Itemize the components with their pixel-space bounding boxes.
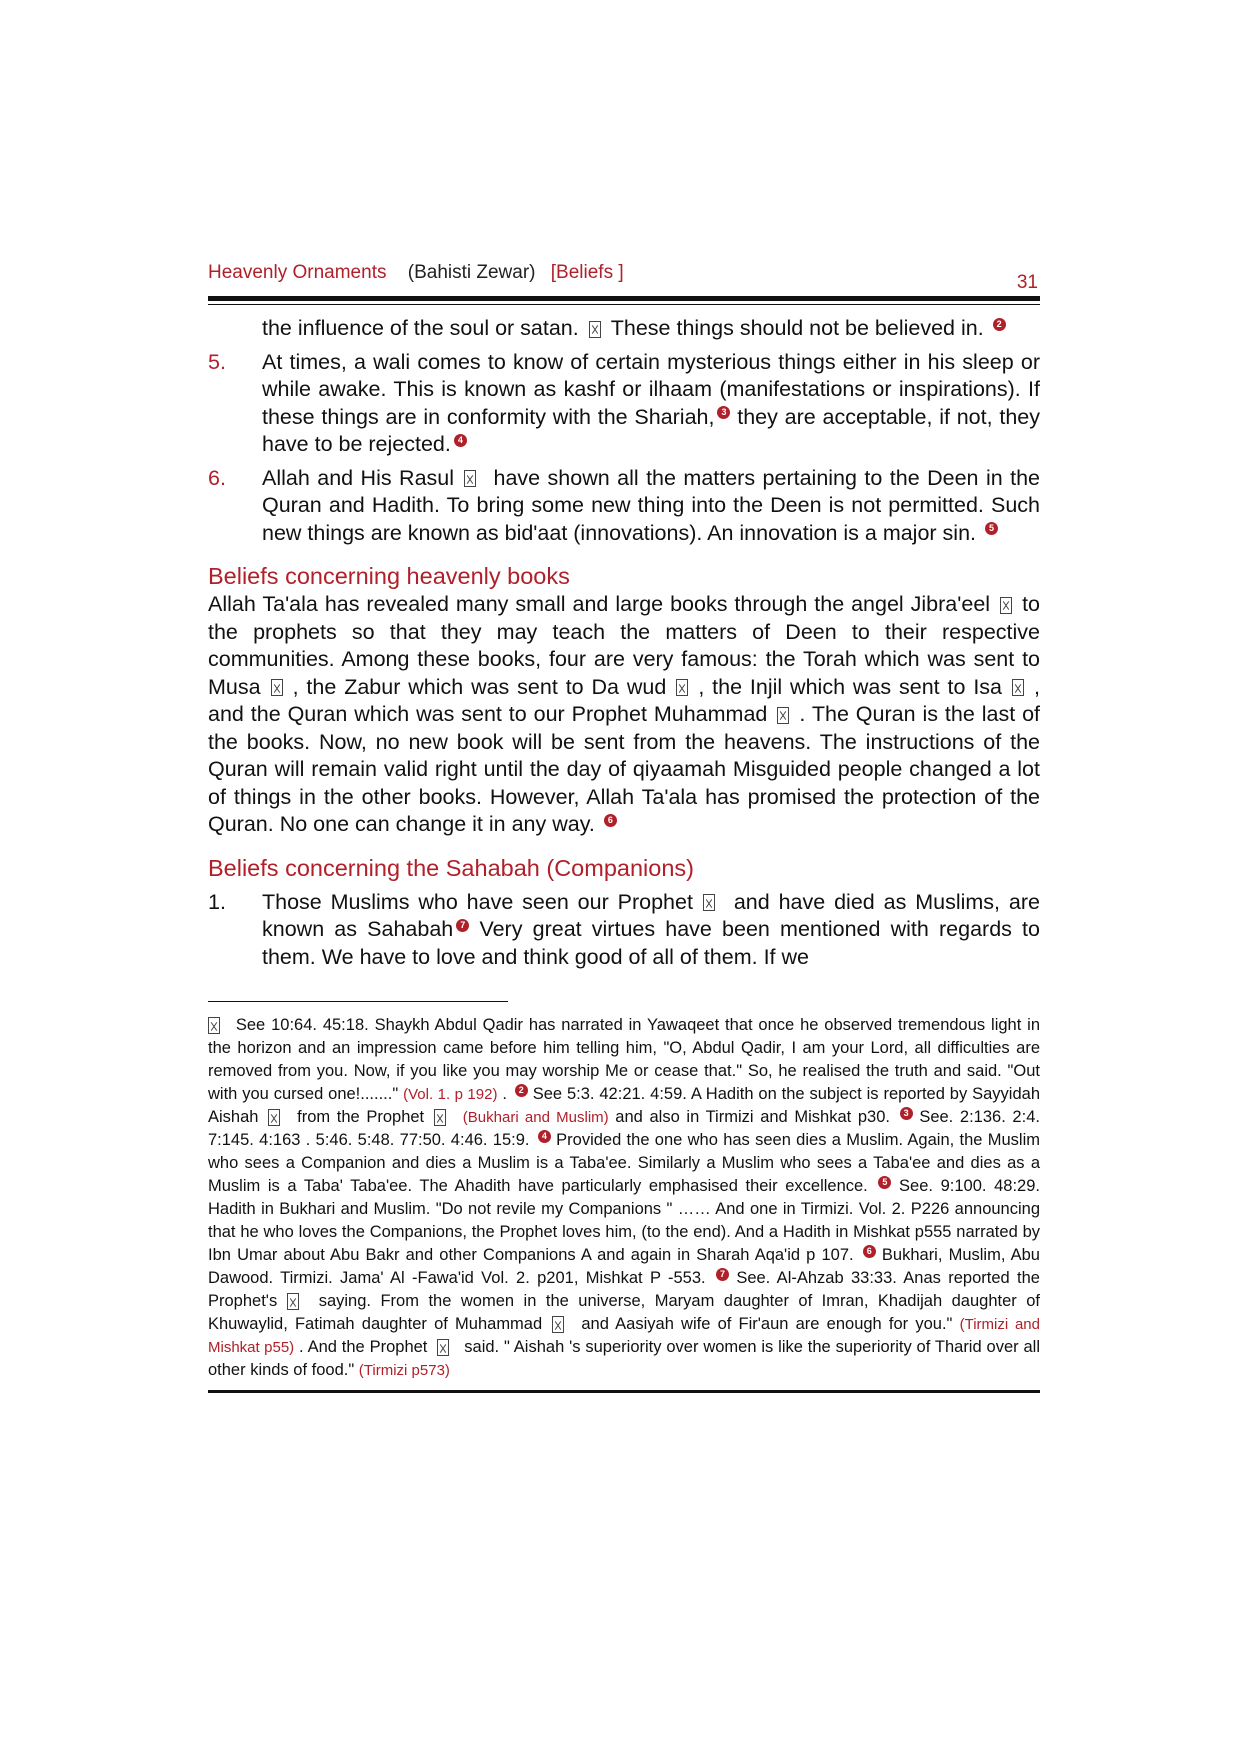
honorific-icon: [777, 707, 789, 724]
honorific-icon: [434, 1109, 446, 1126]
footnote-marker: 4: [538, 1130, 551, 1143]
reference: (Tirmizi and Mishkat p55): [208, 1316, 1040, 1356]
page: [208, 262, 1040, 1393]
heading-sahabah: Beliefs concerning the Sahabah (Companions): [208, 854, 694, 881]
footnote-marker[interactable]: 5: [985, 522, 998, 535]
footnote-marker: 2: [515, 1084, 528, 1097]
main-text: [208, 315, 1040, 971]
book-subtitle: (Bahisti Zewar): [407, 262, 536, 283]
reference: (Tirmizi p573): [358, 1362, 450, 1379]
honorific-icon: [1000, 597, 1012, 614]
footnote-1-icon: [208, 1017, 220, 1034]
continuation-paragraph: the influence of the soul or satan. These things should not be believed in. 2: [208, 315, 1040, 343]
footnote-marker: 3: [900, 1107, 913, 1120]
reference: (Bukhari and Muslim): [462, 1109, 609, 1126]
page-number: 31: [1016, 272, 1038, 293]
footnotes: See 10:64. 45:18. Shaykh Abdul Qadir has narrated in Yawaqeet that once he observed tremendous light in the horizon and an impression came before him telling him, "O, Abdul Qadir, I am your Lord, all difficulties are removed from you. Now, if you like you may worship Me or cease that." So, he realised the truth and said. "Out with you cursed one!......." (Vol. 1. p 192) . 2 See 5:3. 42:21. 4:59. A Hadith on the subject is reported by Sayyidah Aishah from the Prophet (Bukhari and Muslim) and also in Tirmizi and Mishkat p30. 3 See. 2:136. 2:4. 7:145. 4:163 . 5:46. 5:48. 77:50. 4:46. 15:9. 4 Provided the one who has seen dies a Muslim. Again, the Muslim who sees a Companion and dies a Muslim is a Taba'ee. Similarly a Muslim who sees a Taba'ee and dies as a Muslim is a Taba' Taba'ee. The Ahadith have particularly emphasised their excellence. 5 See. 9:100. 48:29. Hadith in Bukhari and Muslim. "Do not revile my Companions " …… And one in Tirmizi. Vol. 2. P226 announcing that he who loves the Companions, the Prophet loves him, (to the end). And a Hadith in Mishkat p555 narrated by Ibn Umar about Abu Bakr and other Companions A and again in Sharah Aqa'id p 107. 6 Bukhari, Muslim, Abu Dawood. Tirmizi. Jama' Al -Fawa'id Vol. 2. p201, Mishkat P -553. 7 See. Al-Ahzab 33:33. Anas reported the Prophet's saying. From the women in the universe, Maryam daughter of Imran, Khadijah daughter of Khuwaylid, Fatimah daughter of Muhammad and Aasiyah wife of Fir'aun are enough for you." (Tirmizi and Mishkat p55) . And the Prophet said. " Aishah 's superiority over women is like the superiority of Tharid over all other kinds of food." (Tirmizi p573): [208, 1016, 1041, 1379]
footnote-marker[interactable]: 6: [604, 814, 617, 827]
list-item: 6. Allah and His Rasul have shown all the matters pertaining to the Deen in the Quran and Hadith. To bring some new thing into the Deen is not permitted. Such new things are known as bid'aat (innovations). An innovation is a major sin. 5: [208, 465, 1041, 545]
footnote-marker: 7: [716, 1268, 729, 1281]
footnote-marker[interactable]: 4: [454, 434, 467, 447]
running-header: [208, 262, 1040, 296]
list-number: 1.: [208, 889, 226, 914]
section-label: [Beliefs ]: [550, 262, 624, 283]
list-number: 6.: [208, 465, 226, 490]
footnote-marker[interactable]: 2: [993, 318, 1006, 331]
list-item: 5. At times, a wali comes to know of certain mysterious things either in his sleep or while awake. This is known as kashf or ilhaam (manifestations or inspirations). If these things are in conformity with the Shariah, 3 they are acceptable, if not, they have to be rejected. 4: [208, 349, 1040, 456]
footnote-marker[interactable]: 7: [456, 919, 469, 932]
book-title: Heavenly Ornaments: [208, 262, 387, 283]
list-number: 5.: [208, 349, 226, 374]
honorific-icon: [703, 894, 715, 911]
heading-heavenly-books: Beliefs concerning heavenly books: [208, 563, 570, 589]
honorific-icon: [589, 321, 601, 338]
footnote-separator: [208, 1001, 508, 1002]
honorific-icon: [676, 679, 688, 696]
reference: (Vol. 1. p 192): [403, 1086, 498, 1103]
footer-rule: [208, 1390, 1040, 1393]
honorific-icon: [437, 1339, 449, 1356]
honorific-icon: [552, 1316, 564, 1333]
honorific-icon: [287, 1293, 299, 1310]
header-rule-thick: [208, 296, 1040, 301]
honorific-icon: [271, 679, 283, 696]
footnote-marker: 5: [878, 1176, 891, 1189]
honorific-icon: [1012, 679, 1024, 696]
honorific-icon: [464, 470, 476, 487]
honorific-icon: [268, 1109, 280, 1126]
footnote-marker: 6: [863, 1245, 876, 1258]
header-rule-thin: [208, 304, 1040, 305]
footnote-marker[interactable]: 3: [717, 406, 730, 419]
list-item: 1. Those Muslims who have seen our Prophet and have died as Muslims, are known as Sahabah 7 Very great virtues have been mentioned with regards to them. We have to love and think good of all of them. If we: [208, 889, 1040, 969]
books-paragraph: Allah Ta'ala has revealed many small and large books through the angel Jibra'eel to the prophets so that they may teach the matters of Deen to their respective communities. Among these books, four are very famous: the Torah which was sent to Musa , the Zabur which was sent to Da wud , the Injil which was sent to Isa , and the Quran which was sent to our Prophet Muhammad . The Quran is the last of the books. Now, no new book will be sent from the heavens. The instructions of the Quran will remain valid right until the day of qiyaamah Misguided people changed a lot of things in the other books. However, Allah Ta'ala has promised the protection of the Quran. No one can change it in any way. 6: [208, 592, 1041, 836]
